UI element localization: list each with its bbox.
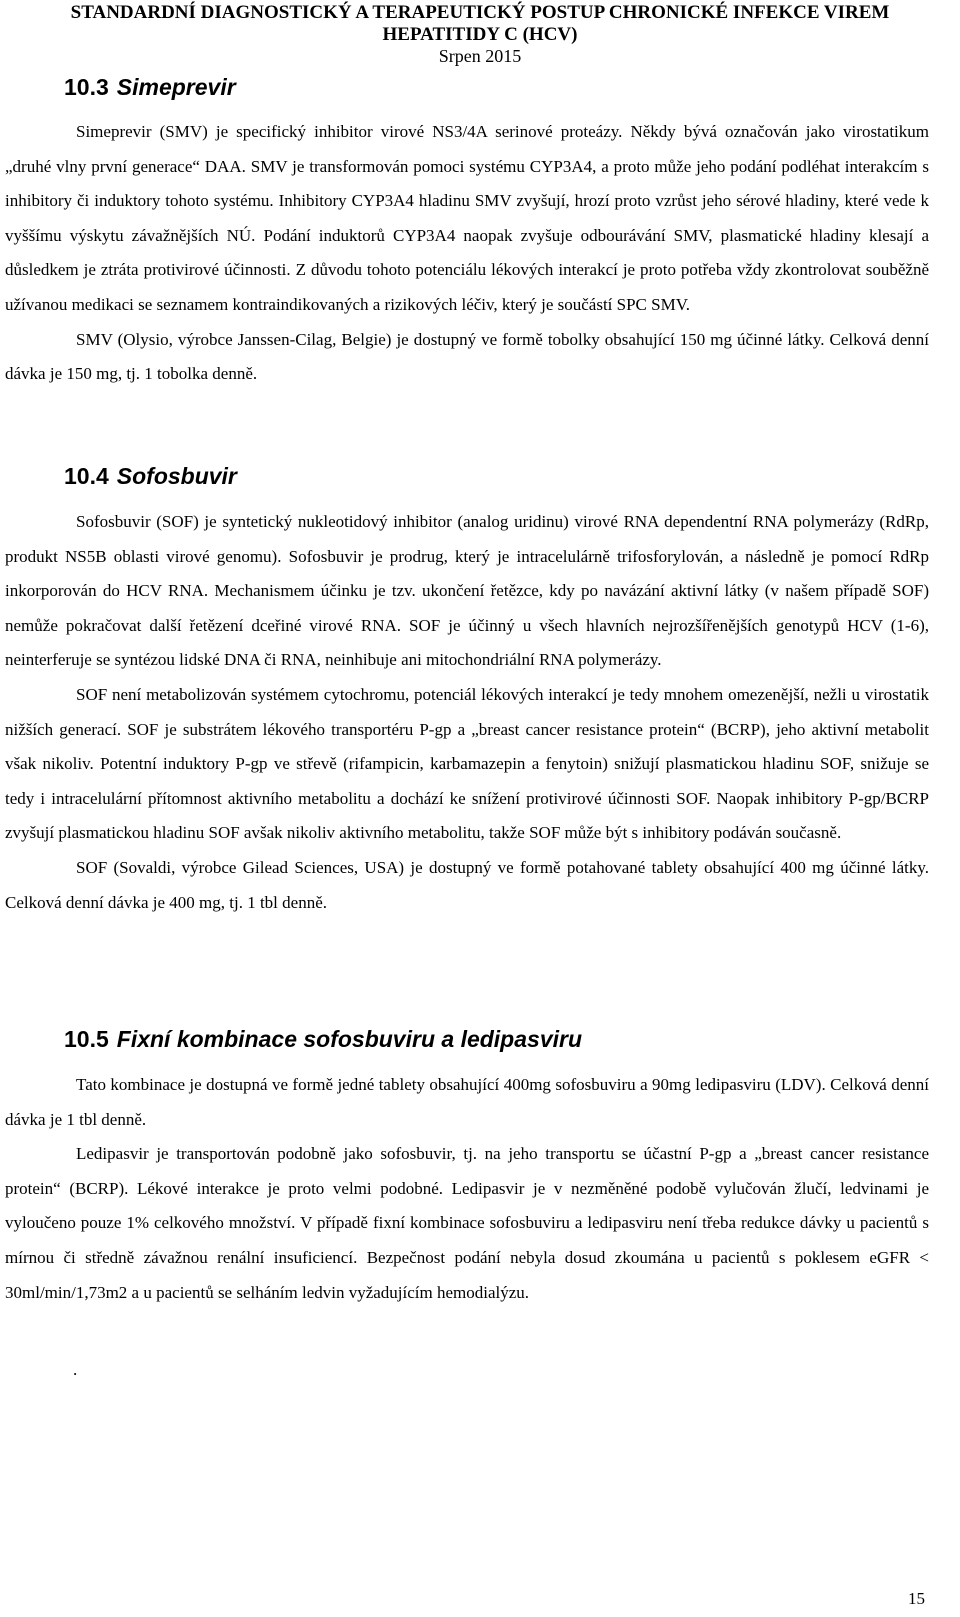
paragraph: SOF není metabolizován systémem cytochromu, potenciál lékových interakcí je tedy mnohem omezenější, nežli u virostatik nižších generací. SOF je substrátem lékového transportéru P-gp a „breast cancer resistance protein“ (BCRP), jeho aktivní metabolit však nikoliv. Potentní induktory P-gp ve střevě (rifampicin, karbamazepin a fenytoin) snižují plasmatickou hladinu SOF, snižuje se tedy i intracelulární přítomnost aktivního metabolitu a dochází ke snížení protivirové účinnosti SOF. Naopak inhibitory P-gp/BCRP zvyšují plasmatickou hladinu SOF avšak nikoliv aktivního metabolitu, takže SOF může být s inhibitory podáván současně. (5, 684, 929, 843)
section-title: Sofosbuvir (116, 463, 237, 489)
section-body-10-4 (5, 505, 929, 920)
paragraph: SMV (Olysio, výrobce Janssen-Cilag, Belgie) je dostupný ve formě tobolky obsahující 150 mg účinné látky. Celková denní dávka je 150 mg, tj. 1 tobolka denně. (5, 329, 929, 384)
section-body-10-5 (5, 1068, 929, 1310)
paragraph: Simeprevir (SMV) je specifický inhibitor virové NS3/4A serinové proteázy. Někdy bývá označován jako virostatikum „druhé vlny první generace“ DAA. SMV je transformován pomoci systému CYP3A4, a proto může jeho podání podléhat interakcím s inhibitory či induktory tohoto systému. Inhibitory CYP3A4 hladinu SMV zvyšují, hrozí proto vzrůst jeho sérové hladiny, které vede k vyššímu výskytu závažnějších NÚ. Podání induktorů CYP3A4 naopak zvyšuje odbourávání SMV, plasmatické hladiny klesají a důsledkem je ztráta protivirové účinnosti. Z důvodu tohoto potenciálu lékových interakcí je proto potřeba vždy zkontrolovat souběžně užívanou medikaci se seznamem kontraindikovaných a rizikových léčiv, který je součástí SPC SMV. (5, 122, 929, 314)
section-heading-10-5 (64, 1025, 582, 1053)
section-heading-10-3 (64, 73, 236, 101)
paragraph: Tato kombinace je dostupná ve formě jedné tablety obsahující 400mg sofosbuviru a 90mg ledipasviru (LDV). Celková denní dávka je 1 tbl denně. (5, 1075, 929, 1129)
page-number: 15 (908, 1589, 925, 1608)
stray-mark: . (73, 1360, 78, 1379)
section-heading-10-4 (64, 462, 237, 490)
paragraph: Ledipasvir je transportován podobně jako sofosbuvir, tj. na jeho transportu se účastní P-gp a „breast cancer resistance protein“ (BCRP). Lékové interakce je proto velmi podobné. Ledipasvir je v nezměněné podobě vylučován žlučí, ledvinami je vyloučeno pouze 1% celkového množství. V případě fixní kombinace sofosbuviru a ledipasviru není třeba redukce dávky u pacientů s mírnou či středně závažnou renální insuficiencí. Bezpečnost podání nebyla dosud zkoumána u pacientů s poklesem eGFR < 30ml/min/1,73m2 a u pacientů se selháním ledvin vyžadujícím hemodialýzu. (5, 1144, 929, 1302)
header-title-line-2: HEPATITIDY C (HCV) (382, 24, 578, 45)
header-date: Srpen 2015 (438, 46, 522, 66)
paragraph: Sofosbuvir (SOF) je syntetický nukleotidový inhibitor (analog uridinu) virové RNA dependentní RNA polymerázy (RdRp, produkt NS5B oblasti virové genomu). Sofosbuvir je prodrug, který je intracelulárně trifosforylován, a následně je pomocí RdRp inkorporován do HCV RNA. Mechanismem účinku je tzv. ukončení řetězce, kdy po navázání aktivní látky (v našem případě SOF) nemůže pokračovat další řetězení dceřiné virové RNA. SOF je účinný u všech hlavních nejrozšířenějších genotypů HCV (1-6), neinterferuje se syntézou lidské DNA či RNA, neinhibuje ani mitochondriální RNA polymerázy. (5, 512, 929, 670)
section-number: 10.4 (64, 463, 109, 489)
section-number: 10.5 (64, 1026, 109, 1052)
section-body-10-3 (5, 115, 929, 392)
section-title: Simeprevir (116, 74, 236, 100)
section-number: 10.3 (64, 74, 109, 100)
running-header (0, 2, 960, 66)
paragraph: SOF (Sovaldi, výrobce Gilead Sciences, USA) je dostupný ve formě potahované tablety obsahující 400 mg účinné látky. Celková denní dávka je 400 mg, tj. 1 tbl denně. (5, 857, 929, 912)
header-title-line-1: STANDARDNÍ DIAGNOSTICKÝ A TERAPEUTICKÝ POSTUP CHRONICKÉ INFEKCE VIREM (70, 2, 890, 23)
section-title: Fixní kombinace sofosbuviru a ledipasviru (116, 1026, 582, 1052)
